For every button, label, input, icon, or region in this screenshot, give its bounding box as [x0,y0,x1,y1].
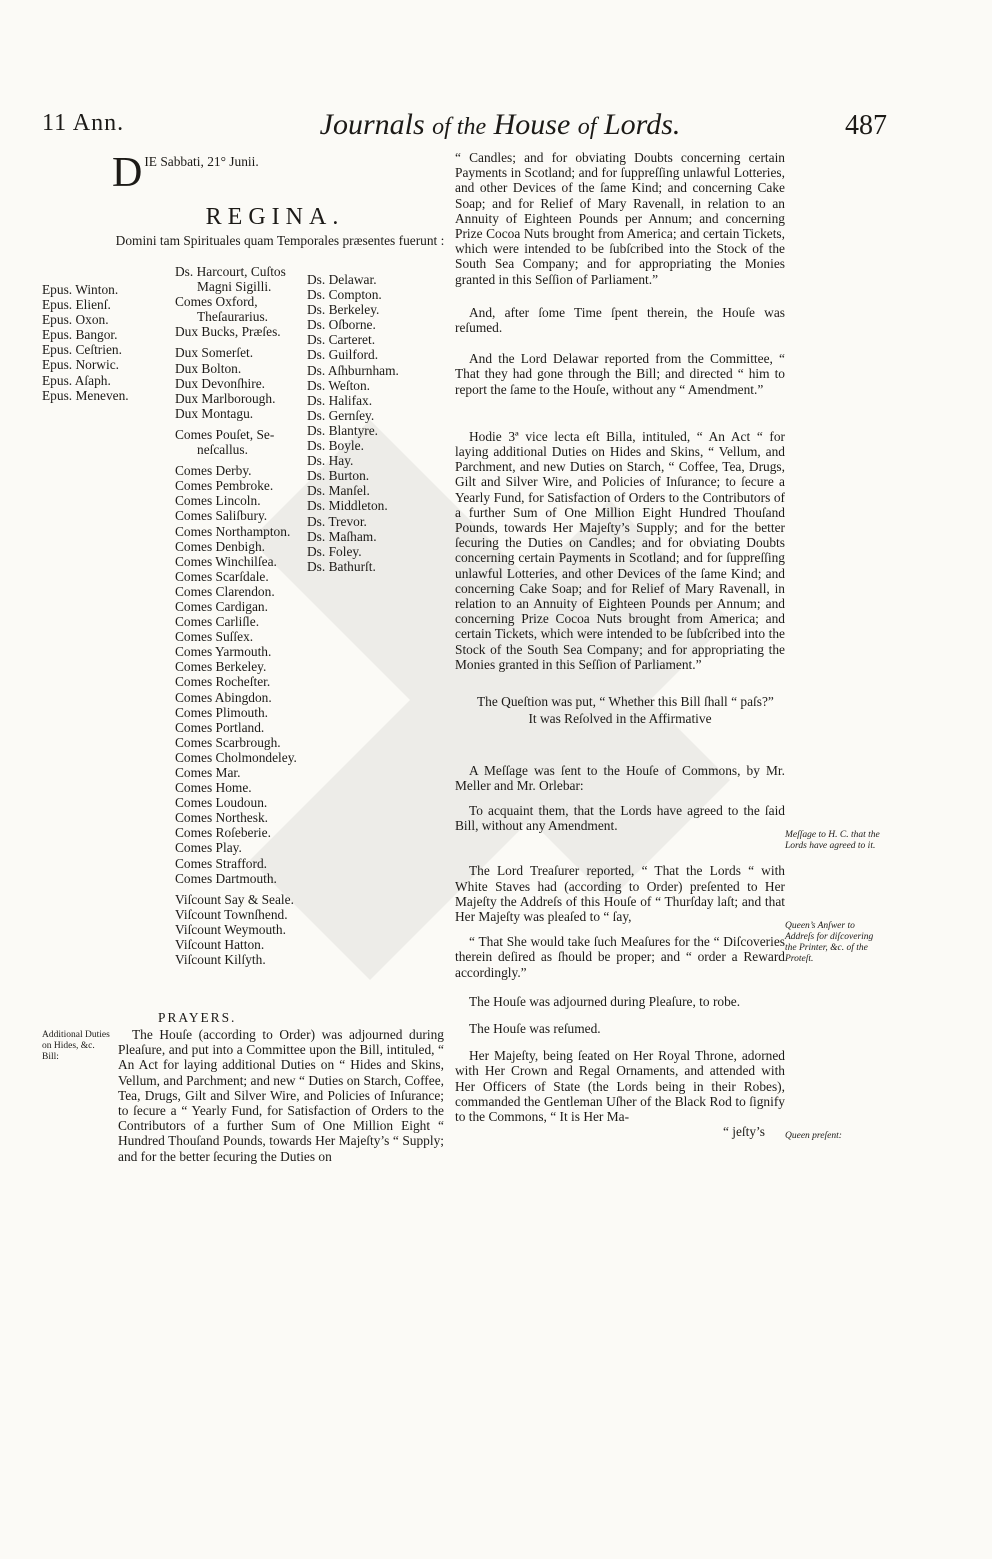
name-entry: Epus. Oxon. [42,312,109,328]
drop-cap: D [112,150,143,196]
name-entry: Dux Devonſhire. [175,375,265,391]
name-entry: Comes Yarmouth. [175,644,272,660]
treasurer-report-paragraph: The Lord Treaſurer reported, “ That the Lords “ with White Staves had (according to Order) preſented to Her Majeſty the Addreſs of this Houſe of “ Thurſday laſt; and that Her Majeſty was pleaſed to “ ſay, [455,863,785,924]
bishops-list [42,282,152,403]
name-entry: Ds. Halifax. [307,392,373,408]
name-entry: Epus. Norwic. [42,357,119,373]
committee-report-paragraph: And the Lord Delawar reported from the Committee, “ That they had gone through the Bill; and directed “ him to report the ſame to the Houſe, without any “ Amendment.” [455,351,785,397]
adjourned-to-robe: The Houſe was adjourned during Pleaſure, to robe. [469,993,741,1009]
page-title: Journals of the House of Lords. [319,108,681,141]
name-entry: Ds. Harcourt, Cuſtos [175,264,286,279]
name-entry: Ds. Oſborne. [307,317,376,333]
name-entry: Comes Loudoun. [175,795,268,811]
name-entry: Ds. Foley. [307,543,362,559]
name-entry: Ds. Compton. [307,287,382,303]
name-entry: Comes Roſeberie. [175,825,271,841]
name-entry: Epus. Meneven. [42,387,129,403]
question-put: The Queſtion was put, “ Whether this Bill ſhall “ paſs?” [477,694,774,710]
name-entry: Ds. Carteret. [307,332,376,348]
name-entry: Ds. Blantyre. [307,422,379,438]
regnal-year: 11 Ann. [42,110,125,136]
page-number: 487 [845,110,887,141]
name-entry: Ds. Trevor. [307,513,367,529]
name-entry: Dux Somerſet. [175,345,254,361]
name-entry: Comes Pembroke. [175,478,274,494]
right-column [455,150,785,1139]
name-entry: Comes Winchilſea. [175,553,277,569]
acquaint-paragraph: To acquaint them, that the Lords have agreed to the ſaid Bill, without any Amendment. [455,802,785,834]
queen-present-paragraph: Her Majeſty, being ſeated on Her Royal Throne, adorned with Her Crown and Regal Ornaments, and attended with Her Officers of State (the Lords being in their Robes), commanded the Gentleman Uſher of the Black Rod to ſignify to the Commons, “ It is Her Ma- [455,1048,785,1124]
name-entry: Comes Home. [175,780,252,796]
name-entry: Comes Derby. [175,463,252,479]
name-entry: Comes Lincoln. [175,493,261,509]
name-entry: neſcallus. [197,442,248,458]
name-entry: Theſaurarius. [197,309,269,325]
name-entry: Ds. Burton. [307,468,370,484]
third-reading-paragraph: Hodie 3ª vice lecta eſt Billa, intituled, “ An Act “ for laying additional Duties on Hides and Skins, “ Vellum, and Parchment, and new Duties on Starch, “ Coffee, Tea, Drugs, Gilt and Silver Wire, and Policies of Inſurance; to ſecure a Yearly Fund, for Satisfaction of Orders to the Contributors of a further Sum of One Million Eight Hundred Thouſand Pounds, towards Her Majeſty’s Supply; and for the better ſecuring the Duties on Candles; and for obviating Doubts concerning certain Payments in Scotland; and for ſuppreſſing unlawful Lotteries, and other Devices of the ſame Kind; and concerning Cake Soap; and for Relief of Mary Ravenall, in relation to an Annuity of Eighteen Pounds per Annum; and concerning Prize Cocoa Nuts brought from America; and certain Tickets, which were intended to be ſubſcribed into the Stock of the South Sea Company; and for appropriating the Monies granted in this Seſſion of Parliament.” [455,428,785,672]
name-entry: Comes Abingdon. [175,689,272,705]
name-entry: Comes Pouſet, Se- [175,426,275,442]
name-entry: Comes Saliſbury. [175,508,268,524]
name-entry: Comes Plimouth. [175,704,269,720]
house-resumed-line: The Houſe was reſumed. [469,1020,601,1036]
name-entry: Ds. Delawar. [307,272,377,287]
name-entry: Comes Denbigh. [175,538,266,554]
name-entry: Epus. Elienſ. [42,297,111,313]
name-entry: Dux Montagu. [175,405,254,421]
name-entry: Dux Bucks, Præſes. [175,324,281,340]
name-entry: Ds. Aſhburnham. [307,362,399,378]
name-entry: Ds. Middleton. [307,498,388,514]
peers-list-b [175,264,315,967]
name-entry: Dux Marlborough. [175,390,276,406]
name-entry: Comes Portland. [175,719,265,735]
regina-heading: REGINA. [205,204,345,230]
name-entry: Comes Scarbrough. [175,734,281,750]
committee-paragraph: The Houſe (according to Order) was adjourned during Pleaſure, and put into a Committee upon the Bill, intituled, “ An Act for laying additional Duties on “ Hides and Skins, Vellum, and Parchment; and new “ Duties on Starch, Coffee, Tea, Drugs, Gilt and Silver Wire, and Policies of Inſurance; to ſecure a “ Yearly Fund, for Satisfaction of Orders to the Contributors of a further Sum of One Million Eight “ Hundred Thouſand Pounds, towards Her Majeſty’s “ Supply; and for the better ſecuring the Duties on [118,1027,444,1164]
queen-answer-paragraph: “ That She would take ſuch Meaſures for the “ Diſcoveries therein deſired as ſhould be proper; and “ order a Reward accordingly.” [455,934,785,980]
name-entry: Ds. Guilford. [307,347,379,363]
peers-list-c [307,272,427,574]
name-entry: Comes Play. [175,840,242,856]
name-entry: Ds. Manſel. [307,483,370,499]
name-entry: Comes Oxford, [175,294,258,310]
name-entry: Comes Dartmouth. [175,870,277,886]
name-entry: Ds. Hay. [307,453,354,469]
name-entry: Comes Clarendon. [175,583,275,599]
bill-title-continuation: “ Candles; and for obviating Doubts concerning certain Payments in Scotland; and for ſuppreſſing unlawful Lotteries, and other Devices of the ſame Kind; and concerning Cake Soap; and for Relief of Mary Ravenall, in relation to an Annuity of Eighteen Pounds per Annum; and concerning Prize Cocoa Nuts brought from America; and certain Tickets, which were intended to be ſubſcribed into the Stock of the South Sea Company; and for appropriating the Monies granted in this Seſſion of Parliament.” [455,150,785,287]
name-entry: Comes Scarſdale. [175,568,269,584]
name-entry: Ds. Bathurſt. [307,558,376,574]
name-entry: Ds. Weſton. [307,377,371,393]
margin-note-answer: Queen’s Anſwer to Addreſs for diſcovering the Printer, &c. of the Proteſt. [785,921,874,964]
margin-note-bill: Additional Duties on Hides, &c. Bill: [42,1030,110,1062]
name-entry: Viſcount Say & Seale. [175,891,294,907]
margin-note-message: Meſſage to H. C. that the Lords have agreed to it. [785,830,880,851]
name-entry: Epus. Ceſtrien. [42,342,122,358]
name-entry: Comes Cholmondeley. [175,749,297,765]
lords-present-line: Domini tam Spirituales quam Temporales præsentes fuerunt : [115,233,445,249]
name-entry: Epus. Aſaph. [42,372,111,388]
name-entry: Comes Berkeley. [175,659,267,675]
name-entry: Comes Cardigan. [175,598,268,614]
name-entry: Ds. Maſham. [307,528,377,544]
catchword: “ jeſty’s [722,1124,765,1140]
name-entry: Viſcount Kilſyth. [175,952,266,968]
name-entry: Ds. Boyle. [307,438,364,454]
name-entry: Comes Northampton. [175,523,291,539]
name-entry: Dux Bolton. [175,360,242,376]
name-entry: Comes Mar. [175,765,241,780]
margin-note-queen: Queen preſent: [785,1131,842,1141]
message-paragraph: A Meſſage was ſent to the Houſe of Commons, by Mr. Meller and Mr. Orlebar: [455,762,785,793]
name-entry: Ds. Gernſey. [307,407,375,423]
name-entry: Epus. Bangor. [42,327,118,343]
name-entry: Magni Sigilli. [197,279,272,295]
name-entry: Comes Carliſle. [175,614,260,630]
name-entry: Ds. Berkeley. [307,302,380,318]
name-entry: Comes Strafford. [175,855,267,871]
name-entry: Viſcount Weymouth. [175,921,286,937]
date-line: D IE Sabbati, 21° Junii. [112,150,259,196]
name-entry: Viſcount Hatton. [175,937,265,953]
prayers-heading: PRAYERS. [158,1010,237,1025]
resolved-line: It was Reſolved in the Affirmative [528,711,712,727]
name-entry: Epus. Winton. [42,282,119,297]
left-heading-block [42,150,448,249]
name-entry: Viſcount Townſhend. [175,906,288,922]
house-resumed-paragraph: And, after ſome Time ſpent therein, the Houſe was reſumed. [455,304,785,336]
name-entry: Comes Northesk. [175,810,268,826]
name-entry: Comes Rocheſter. [175,674,271,690]
name-entry: Comes Suſſex. [175,629,254,645]
